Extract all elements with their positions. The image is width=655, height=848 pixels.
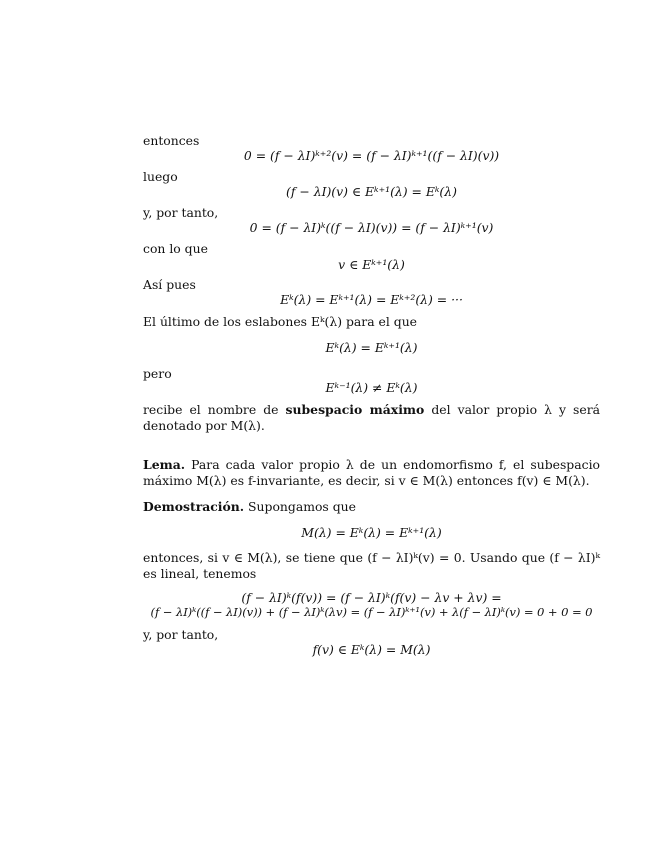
equation-5: Eᵏ(λ) = Eᵏ⁺¹(λ) = Eᵏ⁺²(λ) = ··· <box>280 292 463 307</box>
equation-4: v ∈ Eᵏ⁺¹(λ) <box>338 257 405 272</box>
equation-1: 0 = (f − λI)ᵏ⁺²(v) = (f − λI)ᵏ⁺¹((f − λI)(v)) <box>243 148 500 163</box>
text-pero: pero <box>143 366 172 381</box>
text-asi-pues: Así pues <box>143 277 196 292</box>
definition-paragraph <box>143 402 600 433</box>
lemma-text: Para cada valor propio λ de un endomorfismo f, el subespacio máximo M(λ) es f-invariante, es decir, si v ∈ M(λ) entonces f(v) ∈ M(λ). <box>143 457 600 488</box>
text-y-por-tanto-2: y, por tanto, <box>143 627 219 642</box>
proof-label: Demostración. <box>143 499 245 514</box>
equation-7: Eᵏ⁻¹(λ) ≠ Eᵏ(λ) <box>325 380 418 395</box>
proof-heading-line <box>143 499 356 515</box>
text-y-por-tanto: y, por tanto, <box>143 205 219 220</box>
proof-equation-3: f(v) ∈ Eᵏ(λ) = M(λ) <box>312 642 431 657</box>
proof-equation-2a: (f − λI)ᵏ(f(v)) = (f − λI)ᵏ(f(v) − λv + λv) = <box>241 590 502 605</box>
definition-text-after: del valor propio λ y será denotado por M(λ). <box>143 402 601 433</box>
proof-equation-1: M(λ) = Eᵏ(λ) = Eᵏ⁺¹(λ) <box>301 525 442 540</box>
equation-6: Eᵏ(λ) = Eᵏ⁺¹(λ) <box>325 340 418 355</box>
document-page <box>143 0 600 848</box>
proof-equation-2b: (f − λI)ᵏ((f − λI)(v)) + (f − λI)ᵏ(λv) = (f − λI)ᵏ⁺¹(v) + λ(f − λI)ᵏ(v) = 0 + 0 = 0 <box>150 605 593 619</box>
definition-text-before: recibe el nombre de <box>143 402 286 417</box>
equation-2: (f − λI)(v) ∈ Eᵏ⁺¹(λ) = Eᵏ(λ) <box>286 184 457 199</box>
lemma-paragraph <box>143 457 600 488</box>
definition-term: subespacio máximo <box>285 402 425 417</box>
text-entonces: entonces <box>143 133 200 148</box>
text-ultimo-eslabon: El último de los eslabones Eᵏ(λ) para el que <box>143 314 418 329</box>
lemma-label: Lema. <box>143 457 186 472</box>
text-luego: luego <box>143 169 178 184</box>
proof-paragraph: entonces, si v ∈ M(λ), se tiene que (f − λI)ᵏ(v) = 0. Usando que (f − λI)ᵏ es lineal, tenemos <box>143 550 600 581</box>
text-con-lo-que: con lo que <box>143 241 208 256</box>
equation-3: 0 = (f − λI)ᵏ((f − λI)(v)) = (f − λI)ᵏ⁺¹(v) <box>249 220 494 235</box>
proof-intro: Supongamos que <box>244 499 356 514</box>
